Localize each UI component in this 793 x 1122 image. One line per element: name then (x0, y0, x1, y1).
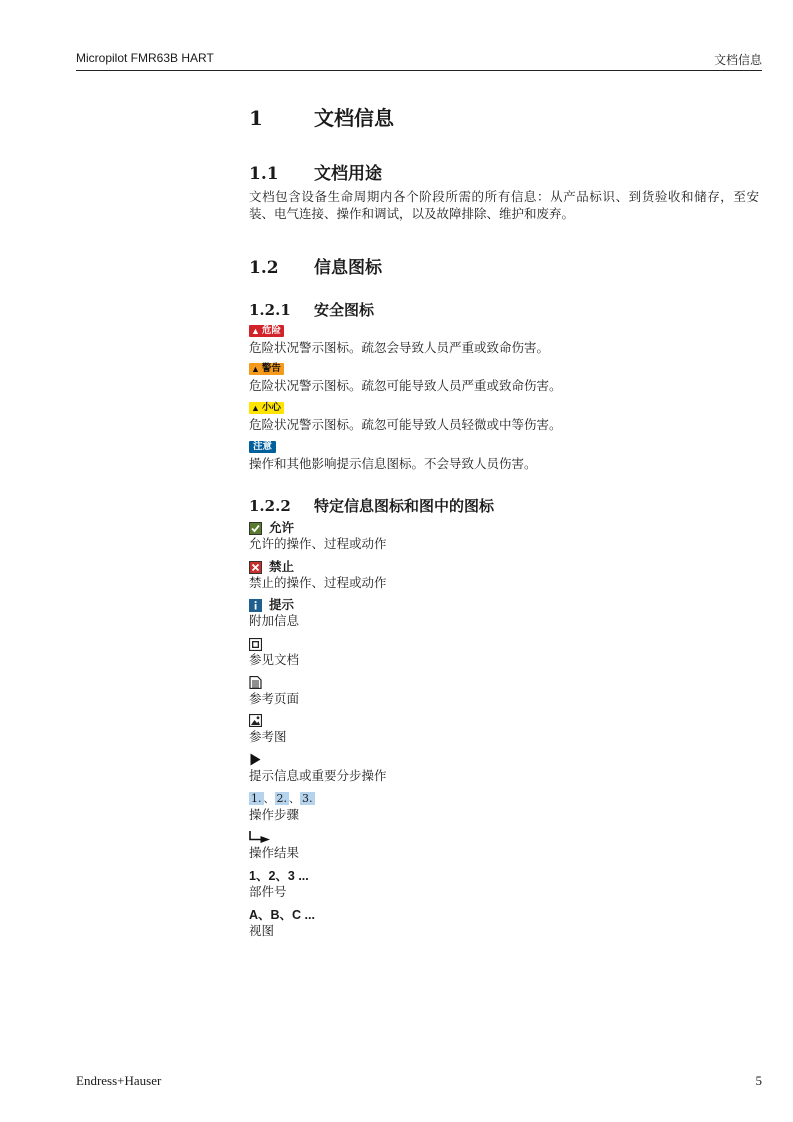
document-reference-icon (249, 638, 262, 651)
warning-badge: ▲ 警告 (249, 363, 284, 375)
page-reference-icon (249, 676, 262, 689)
step-numbers: 1. 、 2. 、 3. (251, 792, 313, 805)
page-header (76, 50, 762, 71)
forbidden-icon (249, 561, 262, 574)
page-number: 5 (755, 1073, 762, 1088)
allowed-description: 允许的操作、过程或动作 (249, 536, 387, 551)
warning-description: 危险状况警示图标。疏忽可能导致人员严重或致命伤害。 (249, 378, 562, 393)
notice-badge: 注意 (249, 441, 276, 453)
forbidden-label: 禁止 (269, 559, 295, 574)
item-numbers-description: 部件号 (249, 884, 287, 899)
header-section: 文档信息 (713, 53, 762, 67)
graphic-reference-icon (249, 714, 262, 727)
views-label: A、B、C ... (249, 908, 315, 922)
header-product: Micropilot FMR63B HART (76, 51, 214, 65)
step-numbers-description: 操作步骤 (249, 807, 300, 822)
heading-1-2-1-title: 安全图标 (314, 301, 375, 319)
check-icon (249, 522, 262, 535)
notice-description: 操作和其他影响提示信息图标。不会导致人员伤害。 (249, 456, 537, 471)
heading-1-2-1-number: 1.2.1 (249, 301, 291, 319)
tip-label: 提示 (269, 597, 295, 612)
warning-triangle-icon: ▲ (251, 364, 260, 374)
warning-triangle-icon: ▲ (251, 403, 260, 413)
arrow-right-icon (249, 753, 262, 766)
step-number: 3. (302, 792, 313, 805)
forbidden-description: 禁止的操作、过程或动作 (249, 575, 387, 590)
page-reference-description: 参考页面 (249, 691, 300, 706)
purpose-paragraph: 文档包含设备生命周期内各个阶段所需的所有信息：从产品标识、到货验收和储存，至安装、电气连接、操作和调试，以及故障排除、维护和废弃。 (249, 189, 759, 221)
heading-1-2-title: 信息图标 (314, 258, 382, 278)
allowed-label: 允许 (269, 520, 295, 535)
footer-brand: Endress+Hauser (76, 1073, 162, 1088)
info-icon (249, 599, 262, 612)
heading-1-2-2-title: 特定信息图标和图中的图标 (314, 497, 495, 515)
heading-1-1 (249, 159, 382, 184)
important-step-description: 提示信息或重要分步操作 (249, 768, 387, 783)
document-reference-description: 参见文档 (249, 652, 300, 667)
heading-1-title: 文档信息 (314, 106, 394, 130)
caution-badge: ▲ 小心 (249, 402, 284, 414)
heading-1-2-number: 1.2 (249, 258, 279, 278)
heading-1-2-2 (249, 495, 494, 516)
warning-triangle-icon: ▲ (251, 326, 260, 336)
heading-1-2 (249, 253, 382, 278)
result-arrow-icon (249, 830, 271, 843)
danger-description: 危险状况警示图标。疏忽会导致人员严重或致命伤害。 (249, 340, 550, 355)
heading-1-1-number: 1.1 (249, 164, 279, 184)
danger-badge: ▲ 危险 (249, 325, 284, 337)
step-number: 2. (276, 792, 287, 805)
caution-description: 危险状况警示图标。疏忽可能导致人员轻微或中等伤害。 (249, 417, 562, 432)
heading-1-2-1 (249, 299, 374, 320)
heading-1-2-2-number: 1.2.2 (249, 497, 291, 515)
heading-1 (249, 102, 394, 131)
tip-description: 附加信息 (249, 613, 300, 628)
result-description: 操作结果 (249, 845, 300, 860)
heading-1-number: 1 (249, 106, 263, 130)
views-description: 视图 (249, 923, 275, 938)
heading-1-1-title: 文档用途 (314, 164, 382, 184)
item-numbers-label: 1、2、3 ... (249, 869, 309, 883)
step-number: 1. (251, 792, 262, 805)
graphic-reference-description: 参考图 (249, 729, 287, 744)
